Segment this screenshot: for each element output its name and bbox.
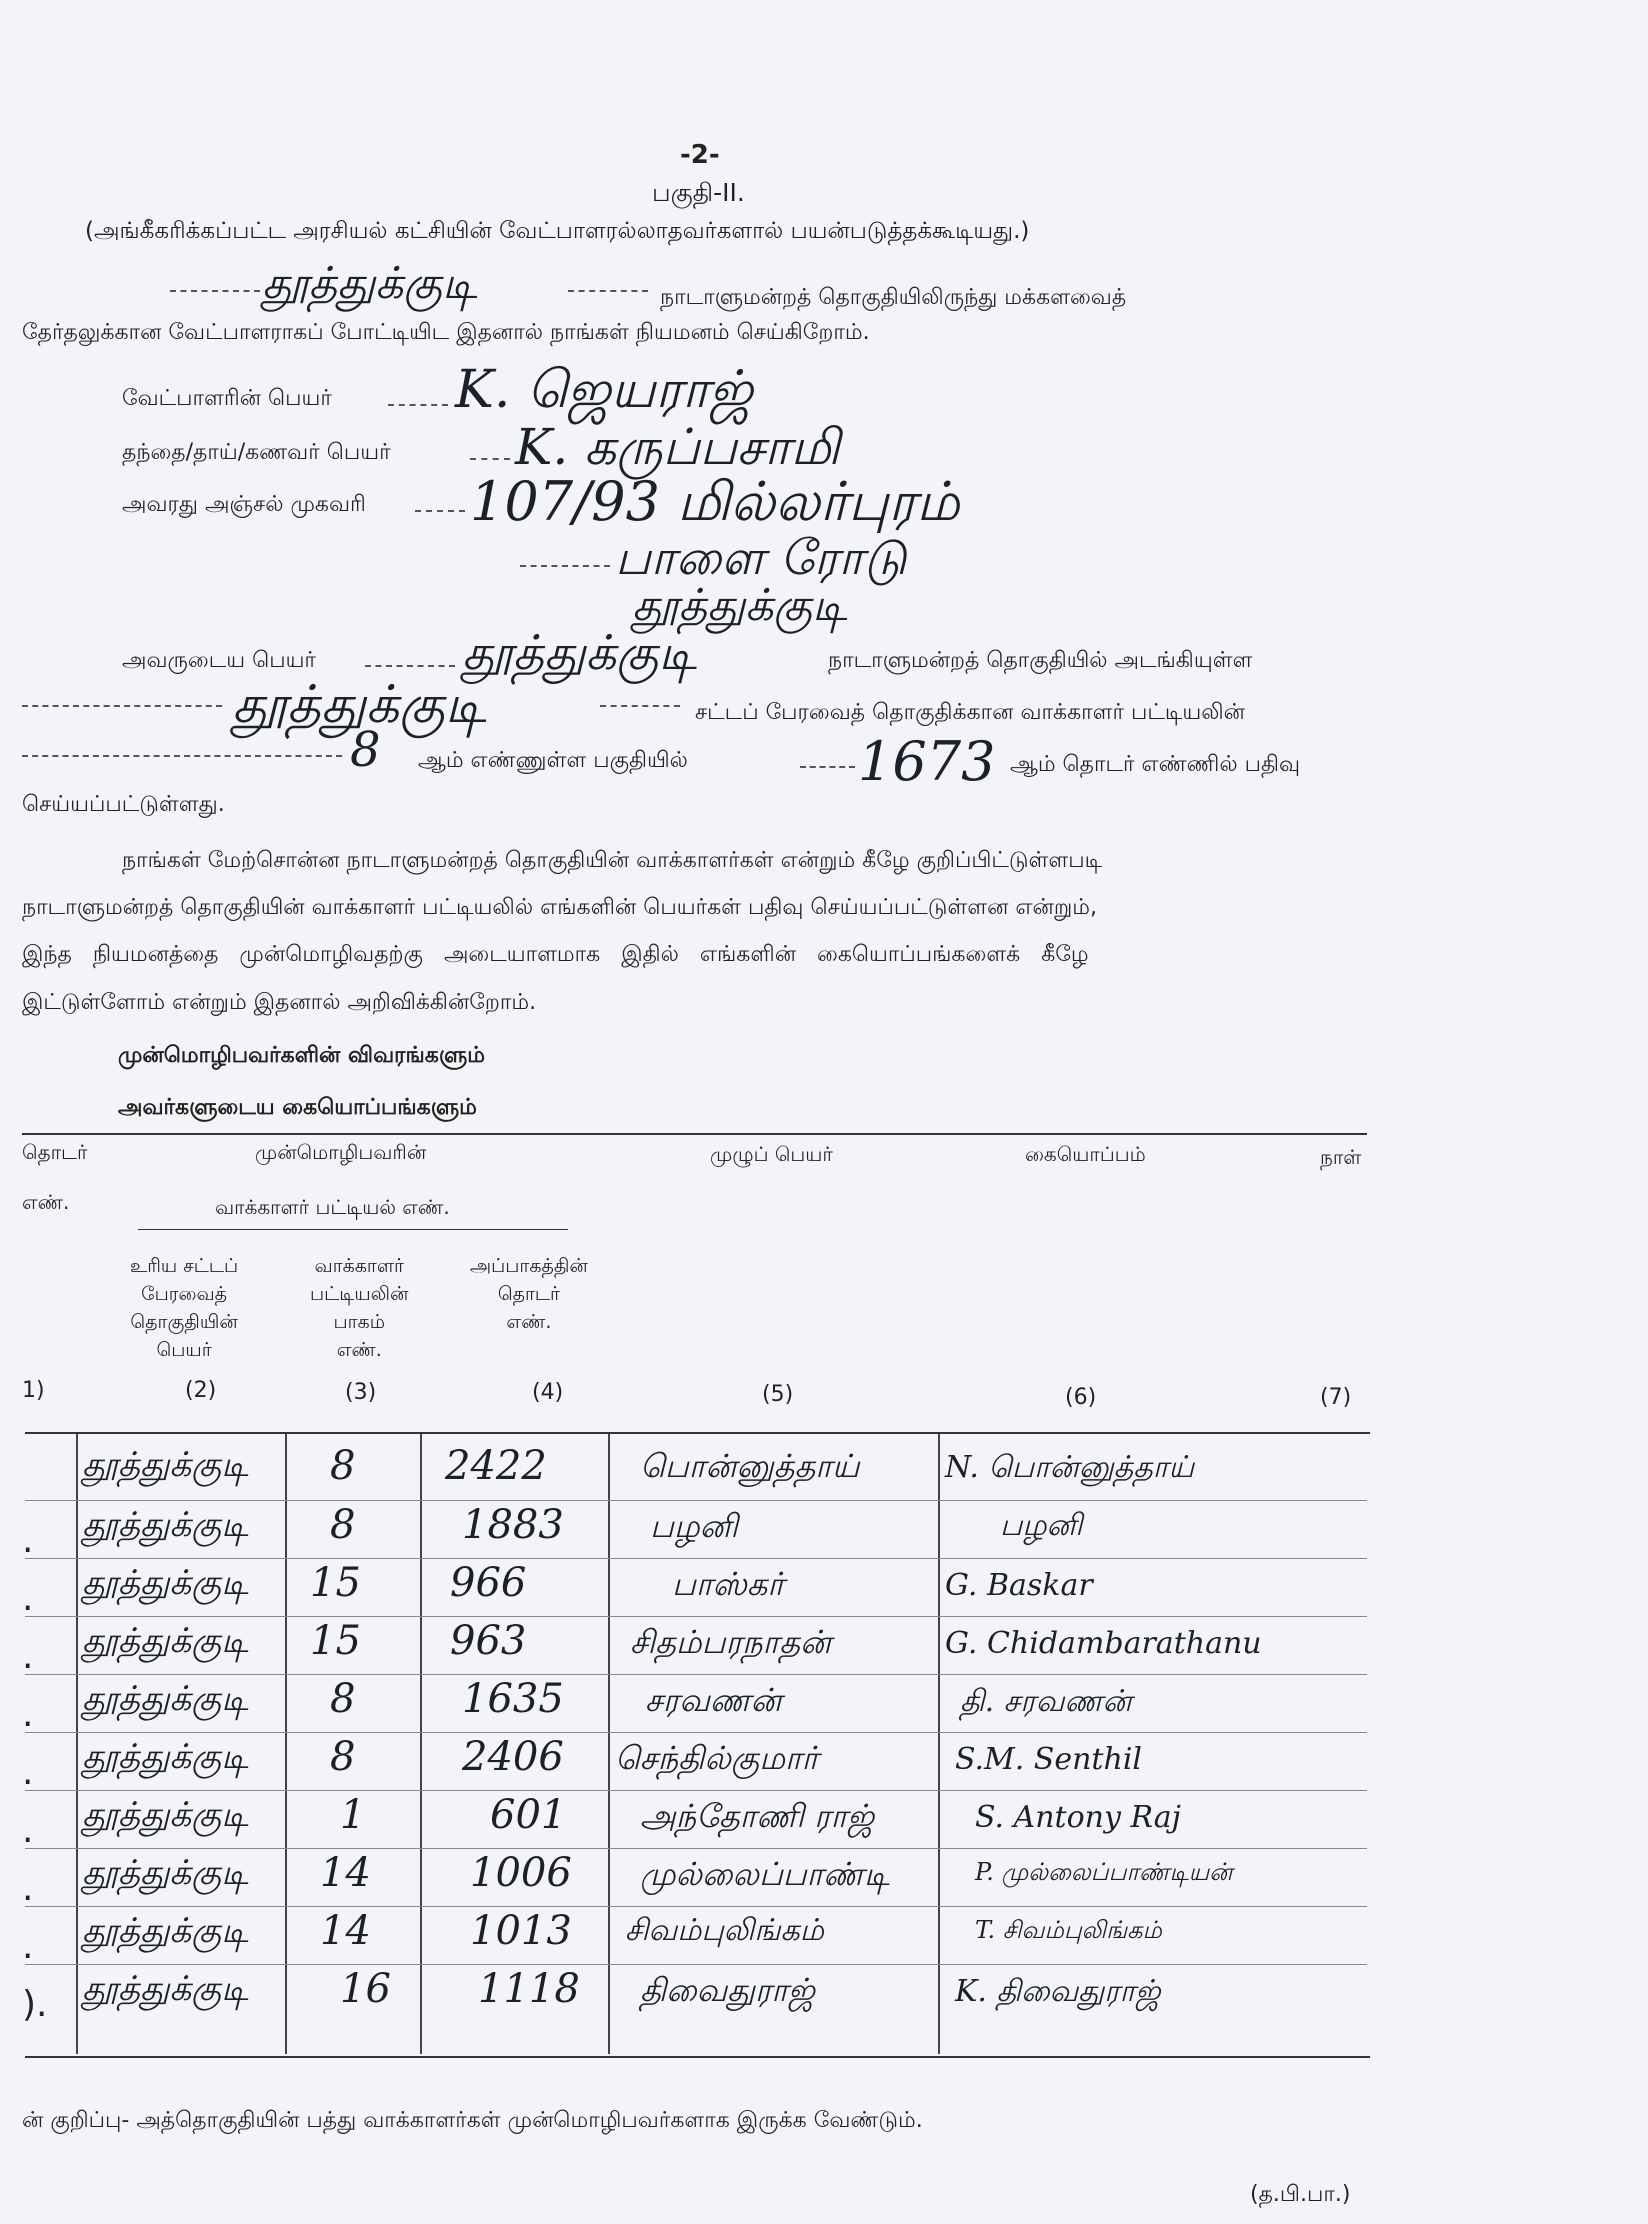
please-turn-over: (த.பி.பா.) [1250,2182,1351,2207]
proposers-heading-1: முன்மொழிபவர்களின் விவரங்களும் [118,1043,485,1068]
sub-ac-name-header: உரிய சட்டப் பேரவைத் தொகுதியின் பெயர் [130,1255,239,1361]
blank-line [22,755,342,757]
row-divider [25,1848,1367,1849]
row-6-part: 8 [330,1734,356,1780]
candidate-name-label: வேட்பாளரின் பெயர் [122,386,332,411]
row-divider [25,1906,1367,1907]
blank-line [170,290,260,292]
table-top-rule [22,1133,1367,1135]
roll-no-header: வாக்காளர் பட்டியல் எண். [215,1195,450,1219]
serial-header-top: தொடர் [22,1140,88,1164]
row-divider [25,1790,1367,1791]
serial-header-bottom: எண். [22,1190,70,1214]
blank-line [415,510,465,512]
row-5-ac: தூத்துக்குடி [82,1679,249,1719]
declaration-line-3: இந்த நியமனத்தை முன்மொழிவதற்கு அடையாளமாக இதில் எங்களின் கையொப்பங்களைக் கீழே [22,942,1089,967]
father-name-value: K. கருப்பசாமி [515,418,840,476]
part-no-suffix: ஆம் எண்ணுள்ள பகுதியில் [418,748,688,773]
candidate-name-value: K. ஜெயராஜ் [455,360,753,420]
row-9-ac: தூத்துக்குடி [82,1911,249,1951]
row-6-serial: . [22,1752,34,1793]
father-name-label: தந்தை/தாய்/கணவர் பெயர் [122,440,391,465]
sub-part-no-header: வாக்காளர் பட்டியலின் பாகம் எண். [310,1255,409,1361]
row-2-serial: . [22,1520,34,1561]
page-number: -2- [680,140,720,170]
row-4-part: 15 [310,1618,361,1664]
pc-value: தூத்துக்குடி [462,625,697,681]
row-5-part: 8 [330,1676,356,1722]
ac-value: தூத்துக்குடி [232,675,487,735]
row-4-name: சிதம்பரநாதன் [630,1623,832,1661]
row-9-name: சிவம்புலிங்கம் [625,1913,824,1948]
roll-no-rule [138,1229,568,1230]
ac-suffix: சட்டப் பேரவைத் தொகுதிக்கான வாக்காளர் பட்டியலின் [695,700,1245,725]
full-name-header: முழுப் பெயர் [710,1142,833,1166]
row-8-sl: 1006 [470,1850,572,1896]
column-divider [285,1434,287,2054]
row-7-signature: S. Antony Raj [975,1800,1181,1835]
row-5-name: சரவணன் [645,1681,782,1719]
blank-line [22,705,222,707]
row-5-sl: 1635 [462,1676,564,1722]
row-2-ac: தூத்துக்குடி [82,1505,249,1545]
row-7-serial: . [22,1810,34,1851]
subtitle: (அங்கீகரிக்கப்பட்ட அரசியல் கட்சியின் வேட்பாளரல்லாதவர்களால் பயன்படுத்தக்கூடியது.) [85,218,1030,244]
row-1-name: பொன்னுத்தாய் [640,1447,860,1485]
row-7-name: அந்தோணி ராஜ் [640,1797,875,1835]
col-number-5: (5) [762,1382,794,1407]
declaration-line-2: நாடாளுமன்றத் தொகுதியின் வாக்காளர் பட்டியலில் எங்களின் பெயர்கள் பதிவு செய்யப்பட்டுள்ளன என்றும், [22,895,1097,920]
row-2-name: பழனி [650,1507,738,1545]
address-label: அவரது அஞ்சல் முகவரி [122,492,366,517]
declaration-line-1: நாங்கள் மேற்சொன்ன நாடாளுமன்றத் தொகுதியின் வாக்காளர்கள் என்றும் கீழே குறிப்பிட்டுள்ளபடி [122,848,1103,873]
blank-line [365,665,455,667]
row-6-sl: 2406 [462,1734,564,1780]
footer-note: ன் குறிப்பு- அத்தொகுதியின் பத்து வாக்காளர்கள் முன்மொழிபவர்களாக இருக்க வேண்டும். [22,2108,923,2133]
his-name-label: அவருடைய பெயர் [122,648,316,673]
row-1-sl: 2422 [445,1443,547,1489]
blank-line [388,404,448,406]
blank-line [800,766,855,768]
row-3-name: பாஸ்கர் [672,1565,785,1603]
address-line-1: 107/93 மில்லர்புரம் [470,470,960,533]
row-1-signature: N. பொன்னுத்தாய் [945,1450,1195,1485]
declaration-line-4: இட்டுள்ளோம் என்றும் இதனால் அறிவிக்கின்றோம். [22,990,537,1015]
table-body-top-rule [25,1432,1370,1434]
address-line-3: தூத்துக்குடி [632,580,848,631]
row-divider [25,1964,1367,1965]
col-number-6: (6) [1065,1385,1097,1410]
row-10-signature: K. திவைதுராஜ் [955,1974,1161,2009]
blank-line [470,458,510,460]
row-4-ac: தூத்துக்குடி [82,1621,249,1661]
row-3-signature: G. Baskar [945,1568,1093,1603]
proposers-heading-2: அவர்களுடைய கையொப்பங்களும் [118,1095,477,1120]
row-divider [25,1558,1367,1559]
row-1-ac: தூத்துக்குடி [82,1445,249,1485]
row-8-part: 14 [320,1850,371,1896]
row-10-part: 16 [340,1966,391,2012]
intro-line-2: தேர்தலுக்கான வேட்பாளராகப் போட்டியிட இதனால் நாங்கள் நியமனம் செய்கிறோம். [22,320,870,345]
row-10-ac: தூத்துக்குடி [82,1969,249,2009]
row-divider [25,1674,1367,1675]
row-9-part: 14 [320,1908,371,1954]
row-7-sl: 601 [490,1792,567,1838]
row-7-part: 1 [340,1792,366,1838]
row-divider [25,1732,1367,1733]
proposer-header: முன்மொழிபவரின் [255,1140,427,1164]
row-2-sl: 1883 [462,1502,564,1548]
row-8-ac: தூத்துக்குடி [82,1853,249,1893]
row-9-serial: . [22,1926,34,1967]
row-10-serial: ). [22,1984,48,2025]
signature-header: கையொப்பம் [1025,1142,1146,1166]
row-4-sl: 963 [450,1618,527,1664]
row-5-signature: தி. சரவணன் [960,1684,1132,1719]
column-divider [420,1434,422,2054]
blank-line [600,705,680,707]
row-9-signature: T. சிவம்புலிங்கம் [975,1916,1162,1944]
col-number-3: (3) [345,1380,377,1405]
pc-suffix: நாடாளுமன்றத் தொகுதியில் அடங்கியுள்ள [828,648,1253,673]
part-title: பகுதி-II. [652,178,745,207]
serial-value: 1673 [858,730,996,793]
col-number-2: (2) [185,1378,217,1403]
row-6-ac: தூத்துக்குடி [82,1737,249,1777]
row-4-serial: . [22,1636,34,1677]
row-divider [25,1616,1367,1617]
column-divider [938,1434,940,2054]
date-header: நாள் [1320,1145,1362,1169]
row-8-name: முல்லைப்பாண்டி [640,1855,890,1893]
blank-line [520,565,610,567]
col-number-1: 1) [22,1378,45,1403]
row-3-sl: 966 [450,1560,527,1606]
col-number-7: (7) [1320,1385,1352,1410]
row-1-part: 8 [330,1443,356,1489]
row-3-part: 15 [310,1560,361,1606]
col-number-4: (4) [532,1380,564,1405]
row-divider [25,1500,1367,1501]
row-4-signature: G. Chidambarathanu [945,1626,1262,1661]
column-divider [608,1434,610,2054]
row-7-ac: தூத்துக்குடி [82,1795,249,1835]
row-2-signature: பழனி [1000,1508,1083,1543]
row-9-sl: 1013 [470,1908,572,1954]
intro-line-1: நாடாளுமன்றத் தொகுதியிலிருந்து மக்களவைத் [660,285,1127,310]
row-3-ac: தூத்துக்குடி [82,1563,249,1603]
column-divider [76,1434,78,2054]
row-8-signature: P. முல்லைப்பாண்டியன் [975,1858,1233,1886]
row-10-sl: 1118 [478,1966,580,2012]
row-6-signature: S.M. Senthil [955,1742,1143,1777]
row-8-serial: . [22,1868,34,1909]
row-5-serial: . [22,1694,34,1735]
address-line-2: பாளை ரோடு [615,530,907,586]
registered-text: செய்யப்பட்டுள்ளது. [22,792,225,817]
part-no-value: 8 [350,722,381,778]
blank-line [568,290,648,292]
row-6-name: செந்தில்குமார் [615,1739,819,1777]
sub-serial-no-header: அப்பாகத்தின் தொடர் எண். [470,1255,588,1333]
row-10-name: திவைதுராஜ் [640,1971,815,2009]
table-bottom-rule [25,2056,1370,2058]
row-3-serial: . [22,1578,34,1619]
row-2-part: 8 [330,1502,356,1548]
handwritten-constituency: தூத்துக்குடி [262,258,478,309]
serial-suffix: ஆம் தொடர் எண்ணில் பதிவு [1010,752,1301,777]
